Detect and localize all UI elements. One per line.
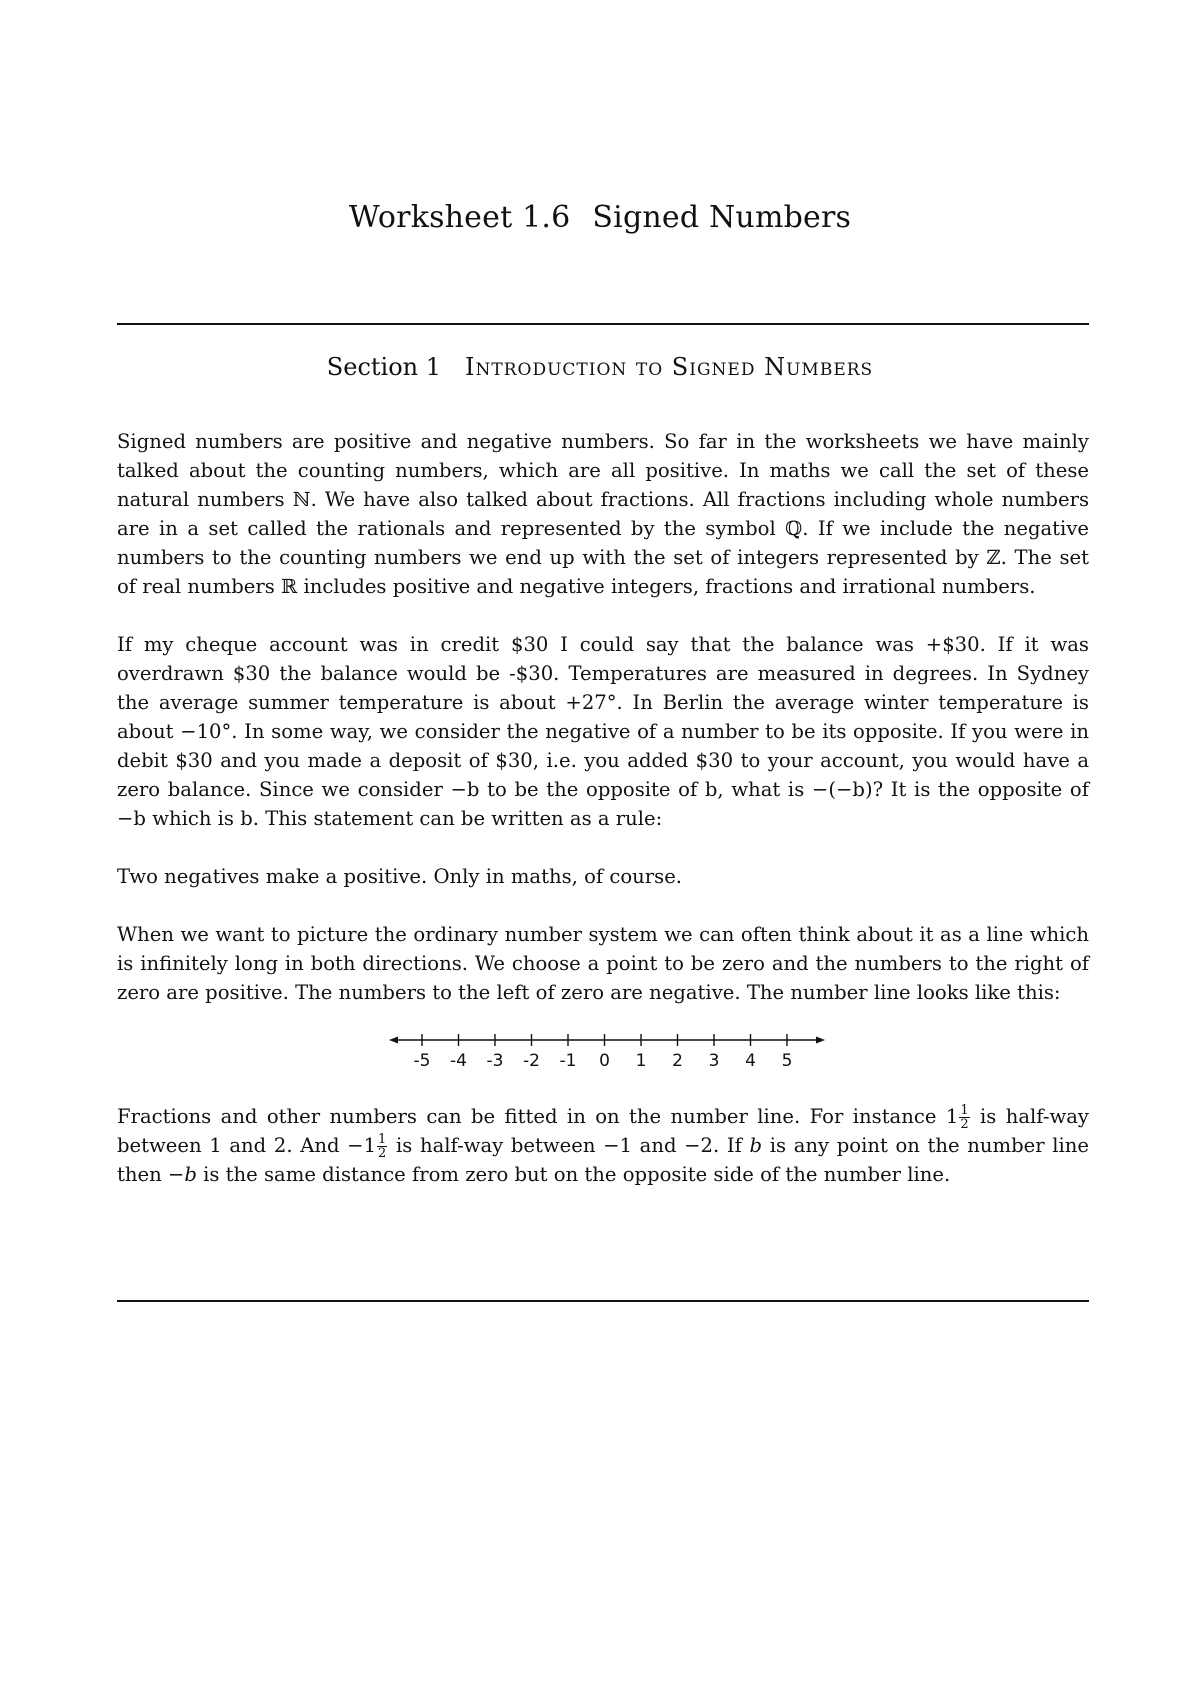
paragraph-examples: If my cheque account was in credit $30 I could say that the balance was +$30. If it was overdrawn $30 the balance would be -$30. Temperatures are measured in degrees. In Sydney the average summer temperature is about +27°. In Berlin the average winter temperature is about −10°. In some way, we consider the negative of a number to be its opposite. If you were in debit $30 and you made a deposit of $30, i.e. you added $30 to your account, you would have a zero balance. Since we consider −b to be the opposite of b, what is −(−b)? It is the opposite of −b which is b. This statement can be written as a rule:	[117, 633, 1089, 830]
fraction-text-4: is any point on the number line then −	[117, 1134, 1090, 1186]
number-line-label: 0	[599, 1051, 610, 1071]
page-title	[0, 200, 1200, 235]
number-line-label: -5	[413, 1051, 431, 1071]
number-line-label: 2	[672, 1051, 683, 1071]
title-label: Worksheet 1.6	[348, 200, 571, 235]
number-line-label: 4	[745, 1051, 756, 1071]
section-name: Introduction to Signed Numbers	[465, 353, 874, 381]
title-subject: Signed Numbers	[592, 200, 852, 235]
number-line-right-arrow	[816, 1037, 825, 1044]
number-line	[117, 1022, 1089, 1084]
body-text	[117, 427, 1089, 1218]
variable-b: b	[184, 1163, 197, 1186]
number-line-label: 1	[635, 1051, 647, 1071]
number-line-label: -3	[486, 1051, 504, 1071]
number-line-label: -1	[559, 1051, 577, 1071]
fraction-text-2: is half-way between 1 and 2. And −1	[117, 1105, 1089, 1157]
paragraph-intro: Signed numbers are positive and negative numbers. So far in the worksheets we have mainly talked about the counting numbers, which are all positive. In maths we call the set of these natural numbers ℕ. We have also talked about fractions. All fractions including whole numbers are in a set called the rationals and represented by the symbol ℚ. If we include the negative numbers to the counting numbers we end up with the set of integers represented by ℤ. The set of real numbers ℝ includes positive and negative integers, fractions and irrational numbers.	[117, 430, 1089, 598]
number-line-label: 5	[781, 1051, 793, 1071]
fraction-text-1: Fractions and other numbers can be fitted in on the number line. For instance 1	[117, 1105, 959, 1128]
fraction-text-3: is half-way between −1 and −2. If	[388, 1134, 750, 1157]
bottom-rule	[117, 1300, 1089, 1302]
number-line-label: -2	[523, 1051, 540, 1071]
section-heading	[0, 353, 1200, 381]
paragraph-rule: Two negatives make a positive. Only in maths, of course.	[117, 865, 683, 888]
fraction-half-2: $\frac{1}{2}$	[378, 1132, 387, 1161]
paragraph-fractions	[117, 1102, 1089, 1189]
number-line-left-arrow	[389, 1037, 398, 1044]
variable-b: b	[749, 1134, 763, 1157]
number-line-label: -4	[450, 1051, 467, 1071]
fraction-text-5: is the same distance from zero but on the opposite side of the number line.	[196, 1163, 951, 1186]
section-number: Section 1	[326, 353, 442, 381]
top-rule	[117, 323, 1089, 325]
number-line-figure	[117, 1022, 1089, 1084]
fraction-half-1: $\frac{1}{2}$	[960, 1103, 969, 1132]
paragraph-number-line: When we want to picture the ordinary number system we can often think about it as a line which is infinitely long in both directions. We choose a point to be zero and the numbers to the right of zero are positive. The numbers to the left of zero are negative. The number line looks like this:	[117, 923, 1089, 1004]
number-line-label: 3	[708, 1051, 720, 1071]
